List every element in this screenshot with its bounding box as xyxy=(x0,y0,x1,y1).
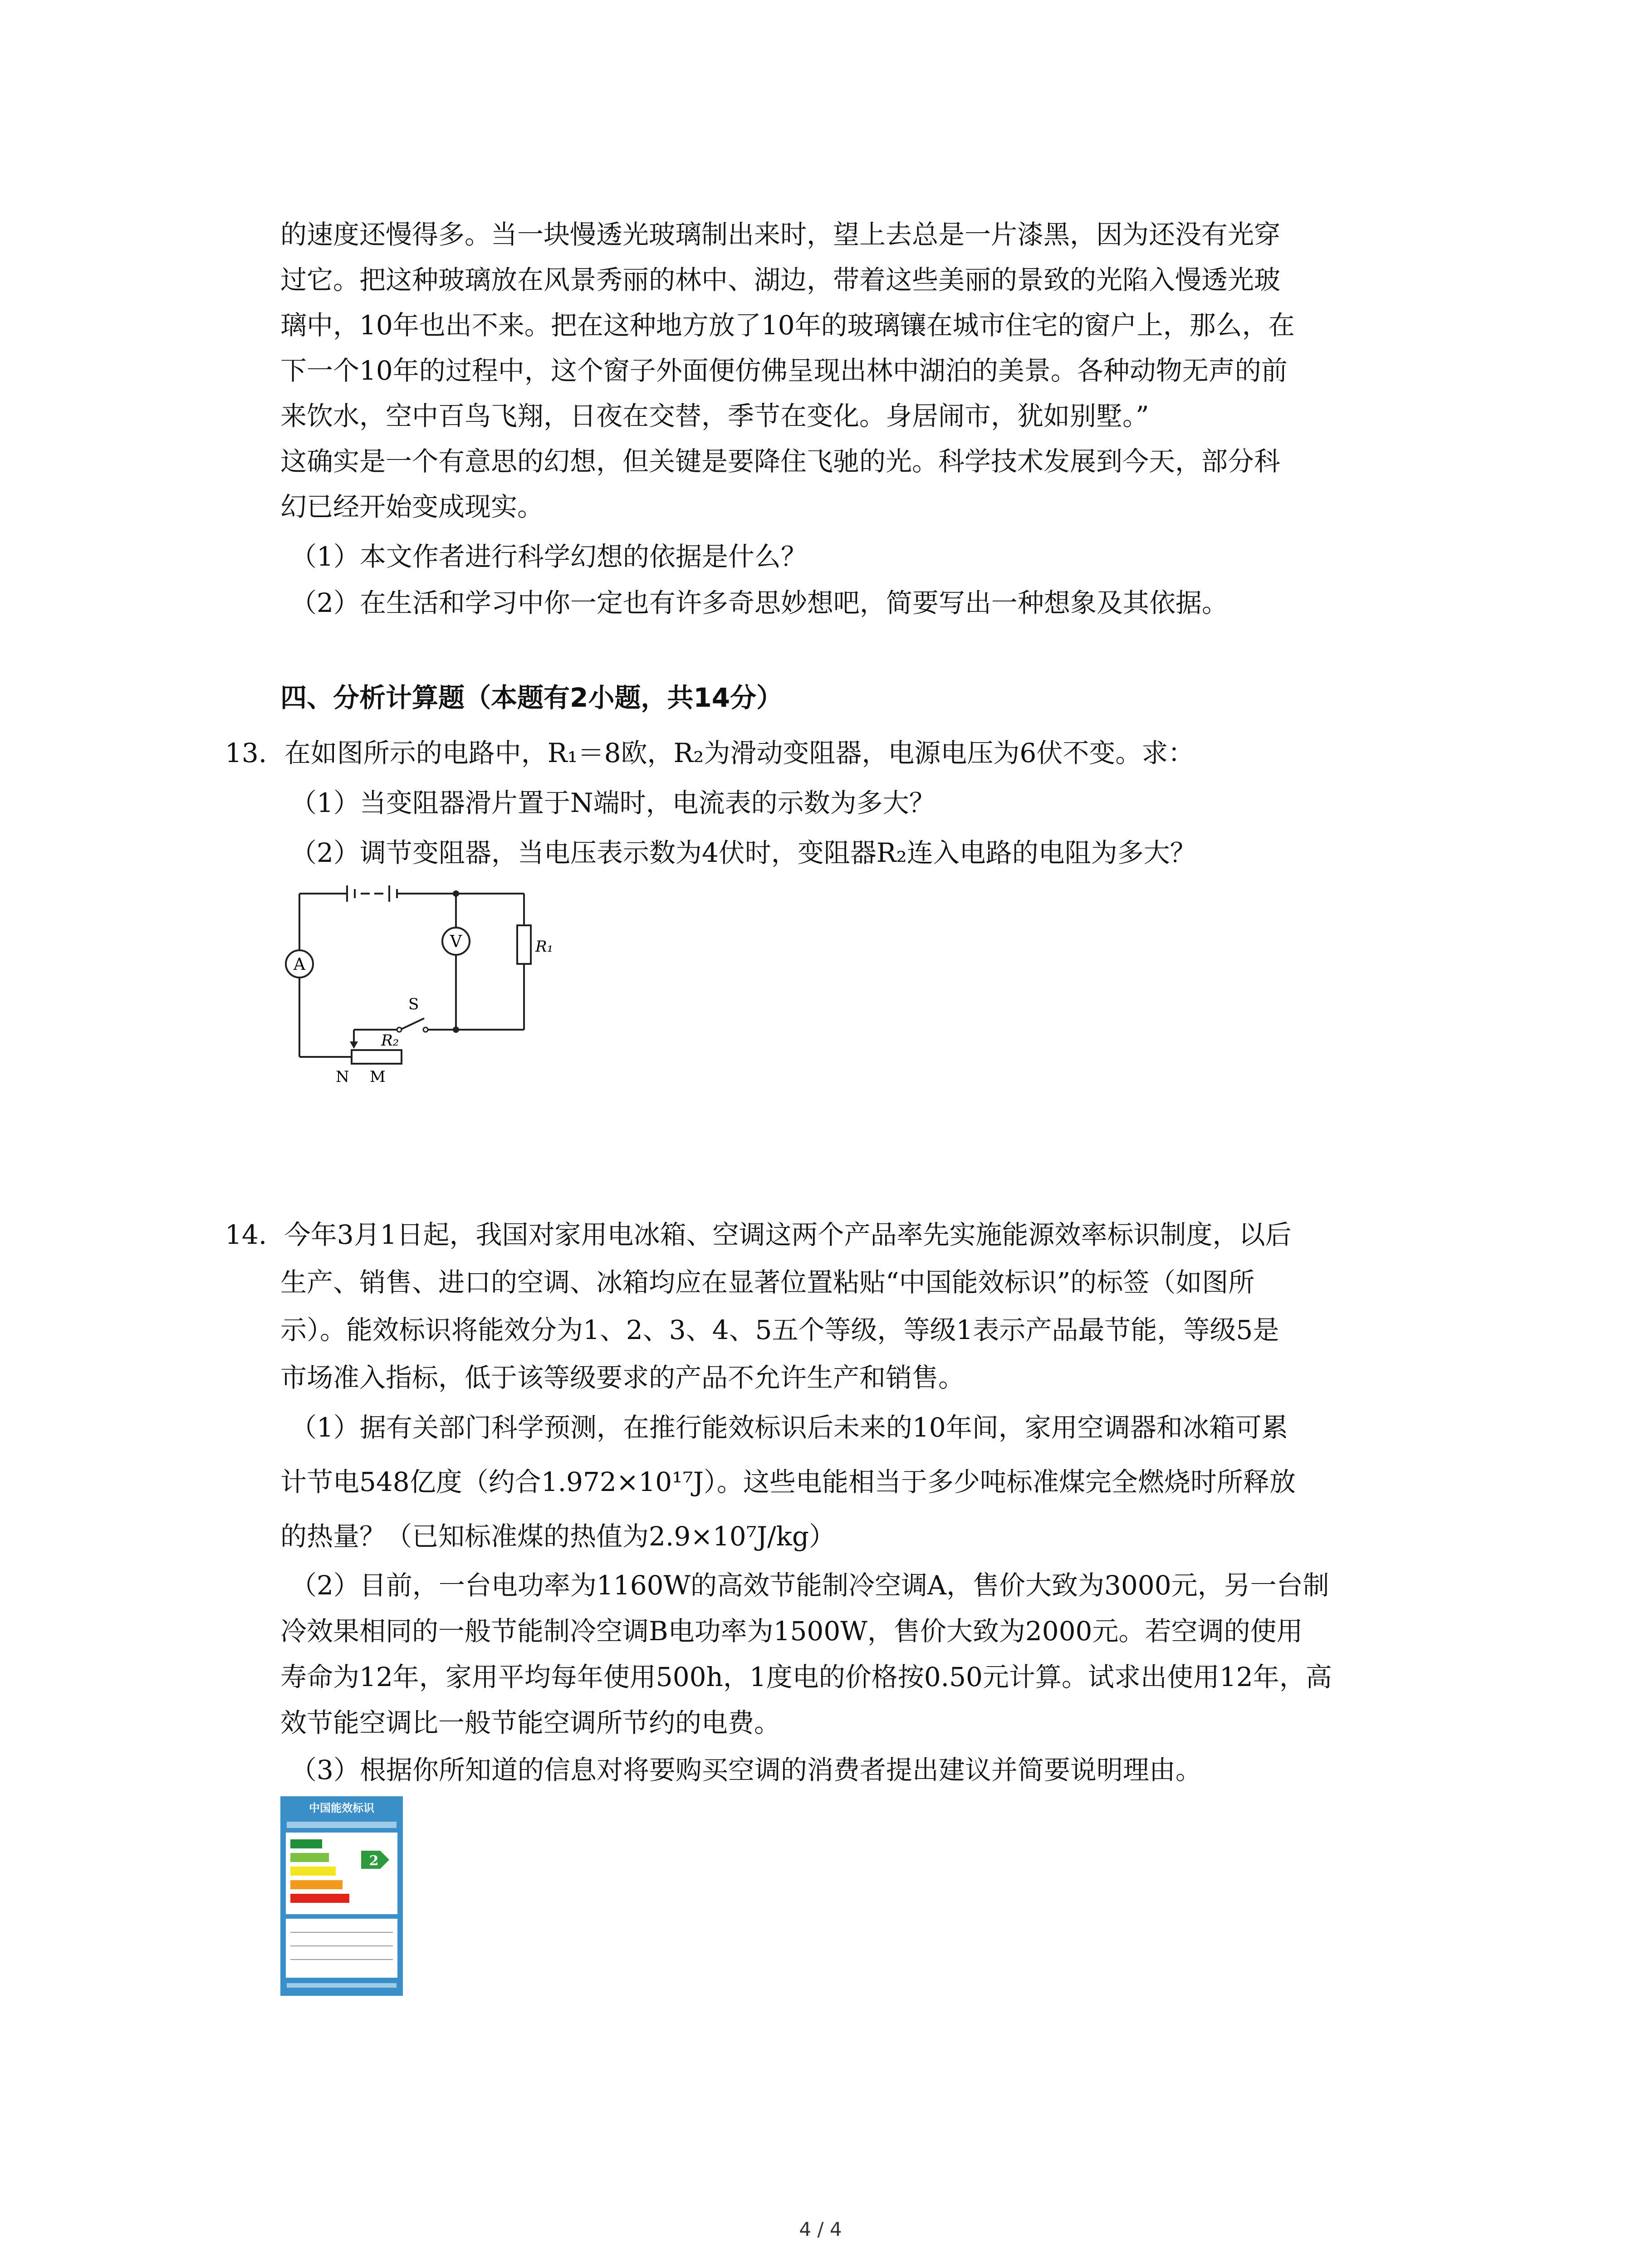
passage-question-1: （1）本文作者进行科学幻想的依据是什么？ xyxy=(290,541,807,572)
passage-line: 的速度还慢得多。当一块慢透光玻璃制出来时，望上去总是一片漆黑，因为还没有光穿 xyxy=(280,219,1281,250)
sub-question-2-line: （2）目前，一台电功率为1160W的高效节能制冷空调A，售价大致为3000元，另一台制 xyxy=(290,1570,1329,1601)
sub-question-3: （3）根据你所知道的信息对将要购买空调的消费者提出建议并简要说明理由。 xyxy=(290,1755,1202,1785)
passage-line: 过它。把这种玻璃放在风景秀丽的林中、湖边，带着这些美丽的景致的光陷入慢透光玻 xyxy=(280,264,1281,295)
energy-label-image xyxy=(280,1796,403,1996)
switch-label: S xyxy=(408,995,419,1013)
passage-line: 来饮水，空中百鸟飞翔，日夜在交替，季节在变化。身居闹市，犹如别墅。” xyxy=(280,401,1149,431)
svg-text:V: V xyxy=(450,933,462,951)
circuit-diagram xyxy=(272,880,590,1089)
passage-line: 璃中，10年也出不来。把在这种地方放了10年的玻璃镶在城市住宅的窗户上，那么，在 xyxy=(280,310,1295,341)
switch-s xyxy=(400,1018,424,1030)
question-stem-line: 市场准入指标，低于该等级要求的产品不允许生产和销售。 xyxy=(280,1362,965,1393)
question-stem-line: 今年3月1日起，我国对家用电冰箱、空调这两个产品率先实施能源效率标识制度，以后 xyxy=(284,1219,1292,1250)
sub-question-2-line: 寿命为12年，家用平均每年使用500h，1度电的价格按0.50元计算。试求出使用12年，高 xyxy=(280,1662,1332,1692)
sub-question-2-line: 效节能空调比一般节能空调所节约的电费。 xyxy=(280,1707,781,1738)
sub-question-1-line: （1）据有关部门科学预测，在推行能效标识后未来的10年间，家用空调器和冰箱可累 xyxy=(290,1412,1288,1443)
question-stem-line: 示）。能效标识将能效分为1、2、3、4、5五个等级，等级1表示产品最节能，等级5是 xyxy=(280,1315,1279,1345)
passage-line: 幻已经开始变成现实。 xyxy=(280,491,544,522)
sub-question-1-line: 的热量？（已知标准煤的热值为2.9×10⁷J/kg） xyxy=(280,1521,835,1552)
passage-line: 这确实是一个有意思的幻想，但关键是要降住飞驰的光。科学技术发展到今天，部分科 xyxy=(280,446,1281,477)
rheostat-r2 xyxy=(352,1050,402,1064)
r1-label: R₁ xyxy=(535,938,554,956)
sub-question-2: （2）调节变阻器，当电压表示数为4伏时，变阻器R₂连入电路的电阻为多大？ xyxy=(290,837,1196,868)
question-stem-line: 生产、销售、进口的空调、冰箱均应在显著位置粘贴“中国能效标识”的标签（如图所 xyxy=(280,1267,1255,1298)
section-heading: 四、分析计算题（本题有2小题，共14分） xyxy=(280,682,783,713)
label-title: 中国能效标识 xyxy=(309,1801,374,1814)
sub-question-1: （1）当变阻器滑片置于N端时，电流表的示数为多大？ xyxy=(290,787,936,818)
r2-label: R₂ xyxy=(381,1031,399,1050)
label-grade: 2 xyxy=(369,1853,379,1869)
m-label: M xyxy=(370,1068,386,1086)
passage-line: 下一个10年的过程中，这个窗子外面便仿佛呈现出林中湖泊的美景。各种动物无声的前 xyxy=(280,355,1288,386)
passage-question-2: （2）在生活和学习中你一定也有许多奇思妙想吧，简要写出一种想象及其依据。 xyxy=(290,587,1228,618)
sub-question-2-line: 冷效果相同的一般节能制冷空调B电功率为1500W，售价大致为2000元。若空调的使用 xyxy=(280,1616,1303,1647)
sub-question-1-line: 计节电548亿度（约合1.972×10¹⁷J）。这些电能相当于多少吨标准煤完全燃烧时所释放 xyxy=(280,1466,1296,1497)
n-label: N xyxy=(336,1068,349,1086)
resistor-r1 xyxy=(517,925,531,964)
page-number: 4 / 4 xyxy=(799,2218,842,2240)
ammeter xyxy=(286,950,313,978)
question-number: 14. xyxy=(225,1219,267,1250)
question-number: 13. xyxy=(225,738,267,768)
question-stem: 在如图所示的电路中，R₁＝8欧，R₂为滑动变阻器，电源电压为6伏不变。求： xyxy=(284,738,1195,768)
svg-text:A: A xyxy=(294,955,305,974)
voltmeter xyxy=(442,928,470,955)
